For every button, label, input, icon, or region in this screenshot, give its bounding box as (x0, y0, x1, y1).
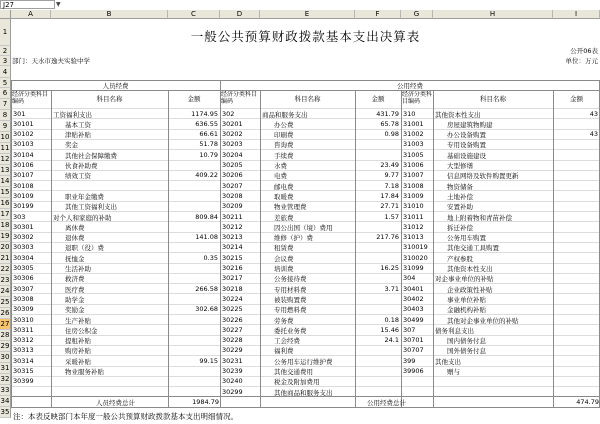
table-cell[interactable]: 30701 (403, 336, 424, 345)
table-cell[interactable]: 30215 (222, 253, 243, 262)
table-cell[interactable]: 30306 (13, 274, 34, 283)
table-cell[interactable]: 409.22 (195, 171, 218, 180)
table-cell[interactable]: 专用设备购置 (447, 141, 486, 150)
header-code-3: 经济分类科目编码 (402, 91, 433, 105)
row-header[interactable]: 26 (0, 309, 10, 317)
table-cell[interactable]: 141.08 (195, 233, 218, 242)
table-cell[interactable]: 30108 (13, 181, 34, 190)
table-cell[interactable]: 31008 (403, 181, 424, 190)
column-header-d[interactable]: D (220, 10, 260, 19)
table-cell[interactable]: 31005 (403, 150, 424, 159)
row-header[interactable]: 24 (0, 287, 10, 295)
table-cell[interactable]: 30229 (222, 346, 243, 355)
table-cell[interactable]: 31013 (403, 233, 424, 242)
grid-line (260, 90, 261, 407)
table-cell[interactable]: 邮电费 (274, 182, 294, 191)
table-cell[interactable]: 30707 (403, 346, 424, 355)
table-cell[interactable]: 39906 (403, 367, 424, 375)
table-cell[interactable]: 31009 (403, 191, 424, 200)
table-cell[interactable]: 产权参股 (447, 254, 473, 263)
table-cell[interactable]: 基本工资 (65, 120, 91, 129)
table-cell[interactable]: 30402 (403, 294, 424, 303)
table-cell[interactable]: 基础设施建设 (447, 151, 486, 160)
table-cell[interactable]: 65.78 (380, 119, 399, 128)
table-cell[interactable]: 30212 (222, 222, 243, 231)
table-cell[interactable]: 30205 (222, 161, 243, 169)
select-all-corner[interactable] (0, 10, 11, 19)
table-cell[interactable]: 物业服务补贴 (65, 368, 104, 376)
table-cell[interactable]: 专用燃料费 (274, 306, 307, 315)
table-cell[interactable]: 30315 (13, 367, 34, 375)
row-header[interactable]: 30 (0, 353, 10, 361)
table-cell[interactable]: 劳务费 (274, 316, 294, 325)
table-cell[interactable]: 302.68 (195, 305, 218, 314)
table-cell[interactable]: 23.49 (380, 161, 399, 169)
table-cell[interactable]: 17.84 (380, 191, 399, 200)
table-cell[interactable]: 636.55 (195, 119, 218, 128)
table-cell[interactable]: 咨询费 (274, 141, 294, 150)
table-cell[interactable]: 国外债务付息 (447, 347, 486, 356)
table-cell[interactable]: 30199 (13, 202, 34, 211)
table-cell[interactable]: 物业管理费 (274, 203, 307, 212)
table-cell[interactable]: 公务用车运行维护费 (274, 357, 333, 366)
table-cell[interactable]: 51.78 (199, 140, 218, 149)
table-cell[interactable]: 30226 (222, 315, 243, 324)
table-cell[interactable]: 1.57 (384, 212, 399, 221)
table-cell[interactable]: 30303 (13, 243, 34, 252)
personnel-total-label: 人员经费总计 (96, 399, 135, 407)
table-cell[interactable]: 303 (13, 212, 26, 221)
table-cell[interactable]: 信息网络及软件购置更新 (447, 172, 519, 181)
table-cell[interactable]: 办公设备购置 (447, 131, 486, 140)
table-cell[interactable]: 30399 (13, 377, 34, 386)
header-amount-1: 金额 (187, 95, 201, 103)
table-cell[interactable]: 30204 (222, 150, 243, 159)
table-cell[interactable]: 30231 (222, 356, 243, 365)
table-cell[interactable]: 30213 (222, 233, 243, 242)
table-cell[interactable]: 31001 (403, 119, 424, 128)
table-cell[interactable]: 购房补贴 (65, 347, 91, 356)
table-cell[interactable]: 采暖补贴 (65, 357, 91, 366)
header-amount-2: 金额 (371, 95, 385, 103)
table-cell[interactable]: 27.71 (380, 202, 399, 211)
table-cell[interactable]: 会议费 (274, 254, 294, 263)
table-cell[interactable]: 30305 (13, 264, 34, 272)
row-header[interactable]: 9 (0, 121, 11, 132)
table-cell[interactable]: 其他交通工具购置 (447, 244, 499, 253)
table-cell[interactable]: 310019 (403, 243, 428, 252)
grid-line (11, 90, 600, 91)
personnel-header: 人员经费 (102, 82, 129, 90)
table-cell[interactable]: 9.77 (384, 171, 399, 180)
table-cell[interactable]: 304 (403, 274, 416, 283)
table-cell[interactable]: 维修（护）费 (274, 234, 313, 243)
table-cell[interactable]: 助学金 (65, 295, 85, 304)
table-cell[interactable]: 退休费 (65, 234, 85, 243)
table-cell[interactable]: 债务利息支出 (435, 326, 474, 335)
row-header[interactable]: 7 (0, 99, 11, 110)
table-cell[interactable]: 10.79 (199, 150, 218, 159)
row-header[interactable]: 28 (0, 331, 10, 339)
table-cell[interactable]: 职业年金缴费 (65, 192, 104, 201)
form-code: 公开06表 (570, 47, 598, 55)
table-cell[interactable]: 399 (403, 356, 416, 365)
table-cell[interactable]: 医疗费 (65, 285, 85, 294)
personnel-total-value: 1984.79 (192, 398, 219, 406)
table-cell[interactable]: 救济费 (65, 275, 85, 284)
table-cell[interactable]: 30209 (222, 202, 243, 211)
table-cell[interactable]: 3.71 (384, 284, 399, 293)
table-cell[interactable]: 伙食补助费 (65, 162, 98, 170)
header-name-3: 科目名称 (480, 95, 506, 103)
table-cell[interactable]: 30225 (222, 305, 243, 314)
grid-line (11, 407, 600, 408)
table-cell[interactable]: 津贴补贴 (65, 131, 91, 140)
worksheet-grid[interactable] (11, 19, 600, 424)
table-cell[interactable]: 手续费 (274, 151, 294, 160)
column-header-f[interactable]: F (355, 10, 401, 19)
table-cell[interactable]: 30107 (13, 171, 34, 180)
footnote: 注：本表反映部门本年度一般公共预算财政拨款基本支出明细情况。 (13, 412, 238, 421)
table-cell[interactable]: 国内债务付息 (447, 337, 486, 346)
row-header[interactable]: 23 (0, 276, 10, 284)
table-cell[interactable]: 房屋建筑物购建 (447, 120, 493, 129)
header-code-1: 经济分类科目编码 (12, 91, 49, 105)
table-cell[interactable]: 30102 (13, 130, 34, 139)
table-cell[interactable]: 企业政策性补贴 (447, 285, 493, 294)
table-cell[interactable]: 奖励金 (65, 306, 85, 315)
public-total-value: 474.79 (576, 398, 599, 406)
table-cell[interactable]: 30301 (13, 222, 34, 231)
table-cell[interactable]: 30216 (222, 264, 243, 272)
table-cell[interactable]: 取暖费 (274, 192, 294, 201)
row-header[interactable]: 1 (0, 19, 11, 46)
row-header[interactable]: 6 (0, 88, 11, 99)
row-header[interactable]: 29 (0, 342, 10, 350)
table-cell[interactable]: 大型修缮 (447, 162, 473, 170)
table-cell[interactable]: 30239 (222, 367, 243, 375)
row-header[interactable]: 19 (0, 232, 10, 240)
column-header-i[interactable]: I (553, 10, 600, 19)
row-header[interactable]: 2 (0, 46, 11, 56)
public-total-label: 公用经费总计 (367, 399, 406, 407)
public-header: 公用经费 (397, 82, 423, 90)
table-cell[interactable]: 1174.95 (191, 109, 218, 118)
row-header[interactable]: 8 (0, 110, 11, 121)
table-cell[interactable]: 住房公积金 (65, 326, 98, 335)
table-cell[interactable]: 奖金 (65, 141, 78, 150)
table-cell[interactable]: 30314 (13, 356, 34, 365)
row-header[interactable]: 27 (0, 320, 10, 328)
table-cell[interactable]: 31002 (403, 130, 424, 139)
table-cell[interactable]: 66.61 (199, 130, 218, 139)
table-cell[interactable]: 30499 (403, 315, 424, 324)
table-cell[interactable]: 30202 (222, 130, 243, 139)
table-cell[interactable]: 307 (403, 325, 416, 334)
table-cell[interactable]: 30217 (222, 274, 243, 283)
row-header[interactable]: 5 (0, 78, 11, 88)
table-cell[interactable]: 43 (589, 130, 598, 139)
unit-label: 单位：万元 (565, 57, 598, 65)
table-cell[interactable]: 其他资本性支出 (435, 110, 481, 119)
table-cell[interactable]: 24.1 (384, 336, 399, 345)
table-cell[interactable]: 43 (589, 109, 598, 118)
column-header-e[interactable]: E (260, 10, 355, 19)
table-cell[interactable]: 31010 (403, 202, 424, 211)
table-cell[interactable]: 赠与 (447, 368, 460, 376)
table-cell[interactable]: 30208 (222, 191, 243, 200)
table-cell[interactable]: 租赁费 (274, 244, 294, 253)
table-cell[interactable]: 其他交通费用 (274, 368, 313, 376)
table-cell[interactable]: 31012 (403, 222, 424, 231)
table-cell[interactable]: 30401 (403, 284, 424, 293)
table-cell[interactable]: 其他资本性支出 (447, 265, 493, 273)
table-cell[interactable]: 物资储备 (447, 182, 473, 191)
column-header-a[interactable]: A (11, 10, 51, 19)
table-cell[interactable]: 266.58 (195, 284, 218, 293)
table-cell[interactable]: 对企事业单位的补贴 (435, 275, 494, 284)
row-header[interactable]: 14 (0, 177, 10, 185)
table-cell[interactable]: 离休费 (65, 223, 85, 232)
table-cell[interactable]: 30203 (222, 140, 243, 149)
table-cell[interactable]: 金融机构补贴 (447, 306, 486, 315)
row-header[interactable]: 33 (0, 386, 10, 394)
column-header-b[interactable]: B (51, 10, 168, 19)
grid-line (51, 90, 52, 407)
expenditure-table (11, 80, 600, 412)
table-cell[interactable]: 绩效工资 (65, 172, 91, 181)
table-cell[interactable]: 提租补贴 (65, 337, 91, 346)
table-cell[interactable]: 310020 (403, 253, 428, 262)
table-cell[interactable]: 30309 (13, 305, 34, 314)
chevron-down-icon[interactable]: ▼ (56, 1, 61, 8)
table-cell[interactable]: 其他支出 (435, 357, 461, 366)
table-cell[interactable]: 对个人和家庭的补助 (53, 213, 112, 222)
row-header[interactable]: 12 (0, 155, 10, 163)
table-cell[interactable]: 30311 (13, 325, 34, 334)
row-header[interactable]: 25 (0, 298, 10, 306)
table-cell[interactable]: 30104 (13, 150, 34, 159)
table-cell[interactable]: 福利费 (274, 347, 294, 356)
table-cell[interactable]: 31006 (403, 161, 424, 169)
table-cell[interactable]: 专用材料费 (274, 285, 307, 294)
table-cell[interactable]: 30227 (222, 325, 243, 334)
header-code-2: 经济分类科目编码 (221, 91, 258, 105)
row-header[interactable]: 10 (0, 133, 10, 141)
row-header[interactable]: 35 (0, 408, 10, 416)
row-header[interactable]: 31 (0, 364, 10, 372)
table-cell[interactable]: 30207 (222, 181, 243, 190)
table-cell[interactable]: 30308 (13, 294, 34, 303)
column-header-h[interactable]: H (433, 10, 553, 19)
table-cell[interactable]: 其他社会保障缴费 (65, 151, 117, 160)
table-cell[interactable]: 工会经费 (274, 337, 300, 346)
table-cell[interactable]: 31007 (403, 171, 424, 180)
table-cell[interactable]: 差旅费 (274, 213, 294, 222)
table-cell[interactable]: 310 (403, 109, 416, 118)
table-cell[interactable]: 抚恤金 (65, 254, 85, 263)
sheet-title: 一般公共预算财政拨款基本支出决算表 (190, 29, 421, 44)
column-header-c[interactable]: C (168, 10, 220, 19)
dept-name: 部门：天水市逸夫实验中学 (12, 57, 90, 65)
row-header[interactable]: 4 (0, 66, 11, 78)
table-cell[interactable]: 事业单位补贴 (447, 295, 486, 304)
row-header[interactable]: 11 (0, 144, 10, 152)
row-header[interactable]: 34 (0, 397, 10, 405)
header-name-2: 科目名称 (294, 95, 321, 103)
column-header-g[interactable]: G (401, 10, 433, 19)
table-cell[interactable]: 7.18 (384, 181, 399, 190)
table-cell[interactable]: 31011 (403, 212, 424, 221)
header-name-1: 科目名称 (96, 95, 123, 103)
table-cell[interactable]: 30304 (13, 253, 34, 262)
table-cell[interactable]: 30109 (13, 191, 34, 200)
table-cell[interactable]: 30312 (13, 336, 34, 345)
table-cell[interactable]: 安置补助 (447, 203, 473, 212)
table-cell[interactable]: 30106 (13, 161, 34, 169)
table-cell[interactable]: 30310 (13, 315, 34, 324)
table-cell[interactable]: 30240 (222, 377, 243, 386)
table-cell[interactable]: 30218 (222, 284, 243, 293)
table-cell[interactable]: 培训费 (274, 265, 294, 273)
table-cell[interactable]: 公务用车购置 (447, 234, 486, 243)
name-box[interactable]: J27 (0, 0, 55, 9)
table-cell[interactable]: 30211 (222, 212, 243, 221)
table-cell[interactable]: 其他商品和服务支出 (274, 388, 333, 397)
table-cell[interactable]: 30302 (13, 233, 34, 242)
table-cell[interactable]: 30224 (222, 294, 243, 303)
row-header[interactable]: 21 (0, 254, 10, 262)
table-cell[interactable]: 217.76 (376, 233, 399, 242)
table-cell[interactable]: 商品和服务支出 (262, 110, 308, 119)
table-cell[interactable]: 30103 (13, 140, 34, 149)
row-header[interactable]: 3 (0, 56, 11, 66)
table-cell[interactable]: 被装购置费 (274, 295, 307, 304)
table-cell[interactable]: 因公出国（境）费用 (274, 223, 333, 232)
table-cell[interactable]: 301 (13, 109, 26, 118)
table-cell[interactable]: 431.79 (376, 109, 399, 118)
table-cell[interactable]: 30228 (222, 336, 243, 345)
table-cell[interactable]: 土地补偿 (447, 192, 473, 201)
table-cell[interactable]: 31003 (403, 140, 424, 149)
table-cell[interactable]: 生产补贴 (65, 316, 91, 325)
row-header[interactable]: 17 (0, 210, 10, 218)
table-cell[interactable]: 公务接待费 (274, 275, 307, 284)
row-header[interactable]: 16 (0, 199, 10, 207)
table-cell[interactable]: 税金及附加费用 (274, 378, 320, 387)
table-cell[interactable]: 30206 (222, 171, 243, 180)
table-cell[interactable]: 16.25 (380, 264, 399, 272)
table-cell[interactable]: 0.35 (203, 253, 218, 262)
table-cell[interactable]: 30307 (13, 284, 34, 293)
row-header[interactable]: 13 (0, 166, 10, 174)
row-header[interactable]: 15 (0, 188, 10, 196)
header-amount-3: 金额 (570, 95, 583, 103)
table-cell[interactable]: 809.84 (195, 212, 218, 221)
table-cell[interactable]: 302 (222, 109, 235, 118)
table-cell[interactable]: 办公费 (274, 120, 294, 129)
row-header[interactable]: 18 (0, 221, 10, 229)
row-header[interactable]: 32 (0, 375, 10, 383)
table-cell[interactable]: 工资福利支出 (53, 110, 92, 119)
row-header[interactable]: 20 (0, 243, 10, 251)
table-cell[interactable]: 30403 (403, 305, 424, 314)
table-cell[interactable]: 15.46 (380, 325, 399, 334)
table-cell[interactable]: 30299 (222, 387, 243, 396)
table-cell[interactable]: 0.18 (384, 315, 399, 324)
table-cell[interactable]: 其他工资福利支出 (65, 203, 117, 212)
table-cell[interactable]: 30201 (222, 119, 243, 128)
table-cell[interactable]: 委托业务费 (274, 326, 307, 335)
table-cell[interactable]: 退职（役）费 (65, 244, 104, 253)
row-header[interactable]: 22 (0, 265, 10, 273)
table-cell[interactable]: 30101 (13, 119, 34, 128)
table-cell[interactable]: 印刷费 (274, 131, 294, 140)
table-cell[interactable]: 99.15 (199, 356, 218, 365)
table-cell[interactable]: 生活补助 (65, 265, 91, 273)
table-cell[interactable]: 电费 (274, 172, 287, 181)
table-cell[interactable]: 水费 (274, 162, 287, 170)
table-cell[interactable]: 其他对企事业单位的补贴 (447, 316, 519, 325)
table-cell[interactable]: 30214 (222, 243, 243, 252)
table-cell[interactable]: 地上附着物和青苗补偿 (447, 213, 512, 222)
table-cell[interactable]: 拆迁补偿 (447, 223, 473, 232)
table-cell[interactable]: 0.98 (384, 130, 399, 139)
table-cell[interactable]: 31099 (403, 264, 424, 272)
table-cell[interactable]: 30313 (13, 346, 34, 355)
